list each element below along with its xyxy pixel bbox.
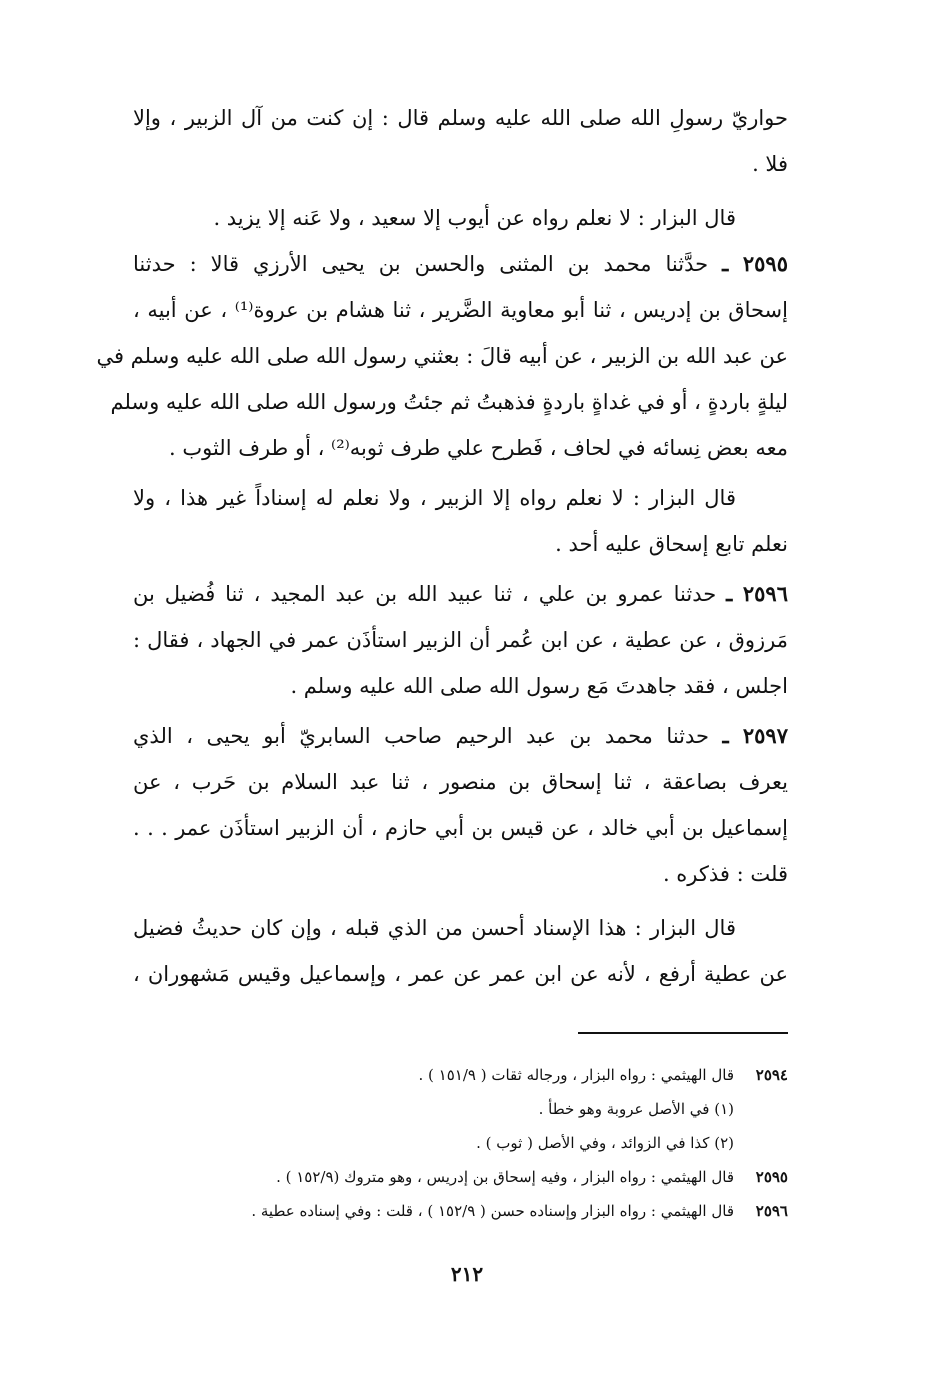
text-line: قال البزار : لا نعلم رواه عن أيوب إلا سعيد ، ولا عَنه إلا يزيد . — [213, 206, 736, 230]
text-line: قلت : فذكره . — [662, 862, 788, 886]
text-line: حدَّثنا محمد بن المثنى والحسن بن يحيى الأرزي قالا : حدثنا — [133, 252, 709, 276]
footnote-text: (٢) كذا في الزوائد ، وفي الأصل ( ثوب ) . — [476, 1134, 734, 1152]
text-line: إسحاق بن إدريس ، ثنا أبو معاوية الضَّرير ، ثنا هشام بن عروة⁽¹⁾ ، عن أبيه ، — [133, 298, 788, 322]
text-line: عن عبد الله بن الزبير ، عن أبيه قالَ : بعثني رسول الله صلى الله عليه وسلم في — [96, 344, 788, 368]
text-line: حواريّ رسولِ الله صلى الله عليه وسلم قال : إن كنت من آل الزبير ، وإلا — [133, 106, 788, 130]
footnote — [133, 1092, 788, 1126]
footnote — [133, 1194, 788, 1228]
footnotes — [133, 1058, 788, 1228]
text-line: معه بعض نِسائه في لحاف ، فَطرح علي طرف ثوبه⁽²⁾ ، أو طرف الثوب . — [168, 436, 788, 460]
footnote-divider — [578, 1032, 788, 1034]
text-line: مَرزوق ، عن عطية ، عن ابن عُمر أن الزبير استأذَن عمر في الجهاد ، فقال : — [133, 628, 788, 652]
text-line: نعلم تابع إسحاق عليه أحد . — [555, 532, 788, 556]
main-text — [96, 95, 788, 997]
text-line: إسماعيل بن أبي خالد ، عن قيس بن أبي حازم ، أن الزبير استأذَن عمر . . . — [133, 816, 788, 840]
hadith-2597-first-line — [133, 713, 788, 759]
footnote — [133, 1058, 788, 1092]
text-line: اجلس ، فقد جاهدتَ مَع رسول الله صلى الله عليه وسلم . — [290, 674, 788, 698]
hadith-2596-first-line — [133, 571, 788, 617]
text-line: حدثنا محمد بن عبد الرحيم صاحب السابريّ أبو يحيى ، الذي — [133, 724, 709, 748]
text-line: قال البزار : هذا الإسناد أحسن من الذي قبله ، وإن كان حديثُ فضيل — [133, 916, 736, 940]
hadith-number: ٢٥٩٧ ـ — [722, 723, 788, 748]
text-line: يعرف بصاعقة ، ثنا إسحاق بن منصور ، ثنا عبد السلام بن حَرب ، عن — [133, 770, 788, 794]
page-number: ٢١٢ — [450, 1262, 484, 1286]
footnote-text: قال الهيثمي : رواه البزار ، ورجاله ثقات ( ١٥١/٩ ) . — [418, 1066, 734, 1084]
footnote-number: ٢٥٩٥ — [755, 1168, 788, 1186]
text-line: قال البزار : لا نعلم رواه إلا الزبير ، ولا نعلم له إسناداً غير هذا ، ولا — [133, 486, 736, 510]
footnote-number: ٢٥٩٦ — [755, 1202, 788, 1220]
footnote-number: ٢٥٩٤ — [755, 1066, 788, 1084]
footnote — [133, 1126, 788, 1160]
hadith-number: ٢٥٩٦ ـ — [726, 581, 788, 606]
footnote-text: (١) في الأصل عروبة وهو خطأ . — [538, 1100, 734, 1118]
footnote — [133, 1160, 788, 1194]
text-line: عن عطية أرفع ، لأنه عن ابن عمر عن عمر ، وإسماعيل وقيس مَشهوران ، — [133, 962, 788, 986]
hadith-2595-first-line — [133, 241, 788, 287]
text-line: ليلةٍ باردةٍ ، أو في غداةٍ باردةٍ فذهبتُ ثم جئتُ ورسول الله صلى الله عليه وسلم — [110, 390, 788, 414]
text-line: فلا . — [752, 152, 788, 176]
footnote-text: قال الهيثمي : رواه البزار ، وفيه إسحاق بن إدريس ، وهو متروك (١٥٢/٩ ) . — [276, 1168, 734, 1186]
footnote-text: قال الهيثمي : رواه البزار وإسناده حسن ( ١٥٢/٩ ) ، قلت : وفي إسناده عطية . — [251, 1202, 734, 1220]
hadith-number: ٢٥٩٥ ـ — [722, 251, 788, 276]
text-line: حدثنا عمرو بن علي ، ثنا عبيد الله بن عبد المجيد ، ثنا فُضيل بن — [133, 582, 717, 606]
